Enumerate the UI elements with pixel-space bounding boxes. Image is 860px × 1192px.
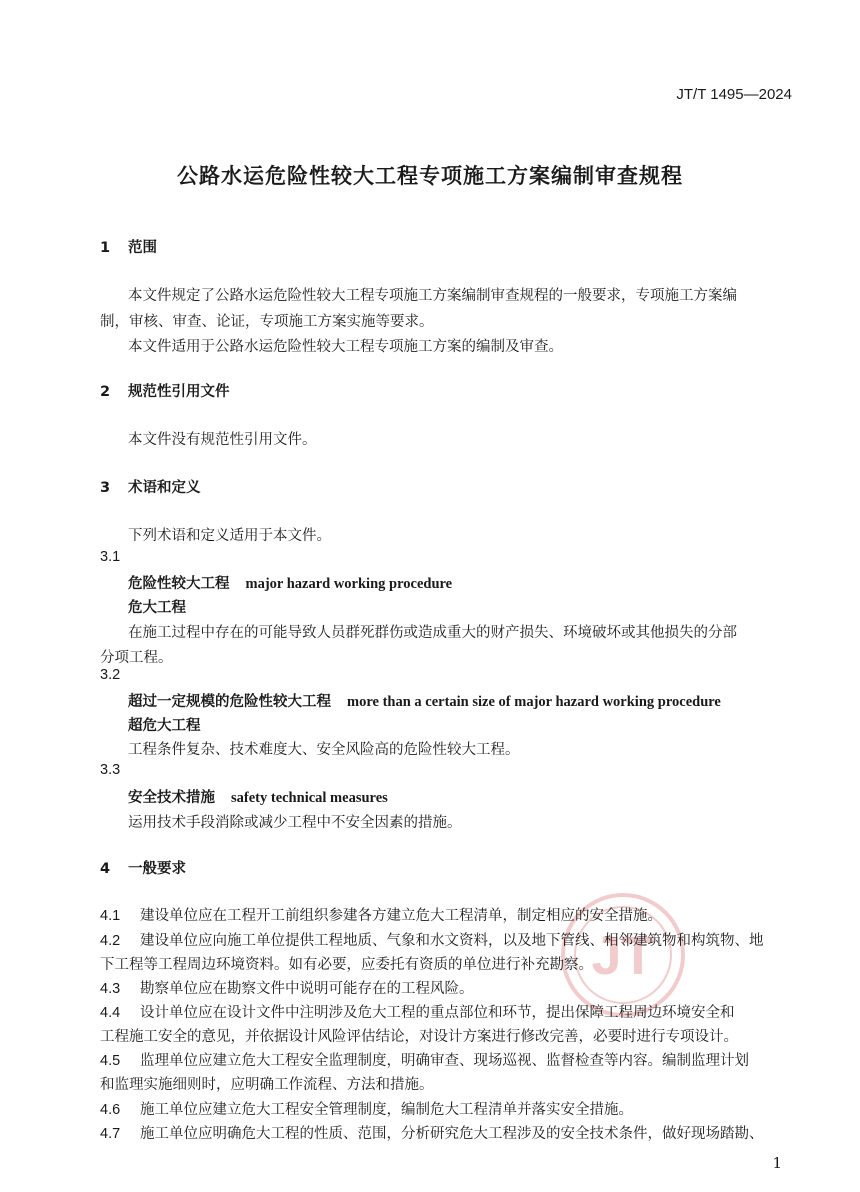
requirement-text: 建设单位应向施工单位提供工程地质、气象和水文资料，以及地下管线、相邻建筑物和构筑物、地 [140,933,764,949]
definition-line: 分项工程。 [100,650,173,666]
section-number: 4 [100,861,111,877]
requirement-continuation: 工程施工安全的意见，并依据设计风险评估结论，对设计方案进行修改完善，必要时进行专项设计。 [100,1029,738,1045]
section-number: 1 [100,240,111,256]
standard-code: JT/T 1495—2024 [676,86,792,103]
definition-line: 在施工过程中存在的可能导致人员群死群伤或造成重大的财产损失、环境破坏或其他损失的分部 [128,625,737,641]
section-heading-1 [100,236,157,257]
section-title: 一般要求 [128,861,186,877]
term-heading [128,572,452,593]
section-heading-2 [100,380,230,401]
requirement-line [100,1122,764,1143]
term-cn: 危险性较大工程 [128,576,230,592]
term-heading [128,786,388,807]
term-en: major hazard working procedure [245,576,453,592]
paragraph: 本文件适用于公路水运危险性较大工程专项施工方案的编制及审查。 [128,339,563,355]
document-title: 公路水运危险性较大工程专项施工方案编制审查规程 [177,164,683,188]
term-cn: 安全技术措施 [128,790,215,806]
requirement-text: 监理单位应建立危大工程安全监理制度，明确审查、现场巡视、监督检查等内容。编制监理计划 [140,1053,749,1069]
section-heading-3 [100,476,201,497]
clause-number: 3.1 [100,549,121,565]
section-title: 范围 [128,240,157,256]
term-alias: 超危大工程 [128,718,201,734]
definition: 工程条件复杂、技术难度大、安全风险高的危险性较大工程。 [128,742,520,758]
requirement-line [100,929,764,950]
term-heading [128,690,721,711]
clause-number: 3.2 [100,667,121,683]
term-alias: 危大工程 [128,600,186,616]
requirement-text: 施工单位应建立危大工程安全管理制度，编制危大工程清单并落实安全措施。 [140,1102,633,1118]
requirement-number: 4.2 [100,933,121,949]
requirement-number: 4.5 [100,1053,121,1069]
watermark-text: JT [591,926,655,986]
requirement-number: 4.1 [100,908,121,924]
requirement-number: 4.3 [100,981,121,997]
section-heading-4 [100,857,186,878]
requirement-number: 4.4 [100,1005,121,1021]
requirement-text: 施工单位应明确危大工程的性质、范围，分析研究危大工程涉及的安全技术条件，做好现场踏勘、 [140,1126,764,1142]
requirement-continuation: 下工程等工程周边环境资料。如有必要，应委托有资质的单位进行补充勘察。 [100,957,593,973]
section-number: 3 [100,480,111,496]
section-title: 术语和定义 [128,480,201,496]
section-title: 规范性引用文件 [128,384,230,400]
term-cn: 超过一定规模的危险性较大工程 [128,694,331,710]
requirement-text: 建设单位应在工程开工前组织参建各方建立危大工程清单，制定相应的安全措施。 [140,908,662,924]
requirement-number: 4.6 [100,1102,121,1118]
requirement-number: 4.7 [100,1126,121,1142]
section-number: 2 [100,384,111,400]
definition: 运用技术手段消除或减少工程中不安全因素的措施。 [128,815,462,831]
requirement-line [100,1001,735,1022]
requirement-line [100,904,662,925]
requirement-line [100,977,474,998]
requirement-line [100,1049,749,1070]
term-en: more than a certain size of major hazard working procedure [347,694,721,710]
paragraph-line: 制，审核、审查、论证，专项施工方案实施等要求。 [100,314,434,330]
requirement-line [100,1098,633,1119]
requirement-continuation: 和监理实施细则时，应明确工作流程、方法和措施。 [100,1077,434,1093]
page-number: 1 [772,1154,782,1172]
clause-number: 3.3 [100,762,121,778]
requirement-text: 勘察单位应在勘察文件中说明可能存在的工程风险。 [140,981,474,997]
paragraph-line: 本文件规定了公路水运危险性较大工程专项施工方案编制审查规程的一般要求，专项施工方案编 [128,288,737,304]
term-en: safety technical measures [231,790,388,806]
paragraph: 本文件没有规范性引用文件。 [128,432,317,448]
paragraph: 下列术语和定义适用于本文件。 [128,528,331,544]
requirement-text: 设计单位应在设计文件中注明涉及危大工程的重点部位和环节，提出保障工程周边环境安全和 [140,1005,735,1021]
